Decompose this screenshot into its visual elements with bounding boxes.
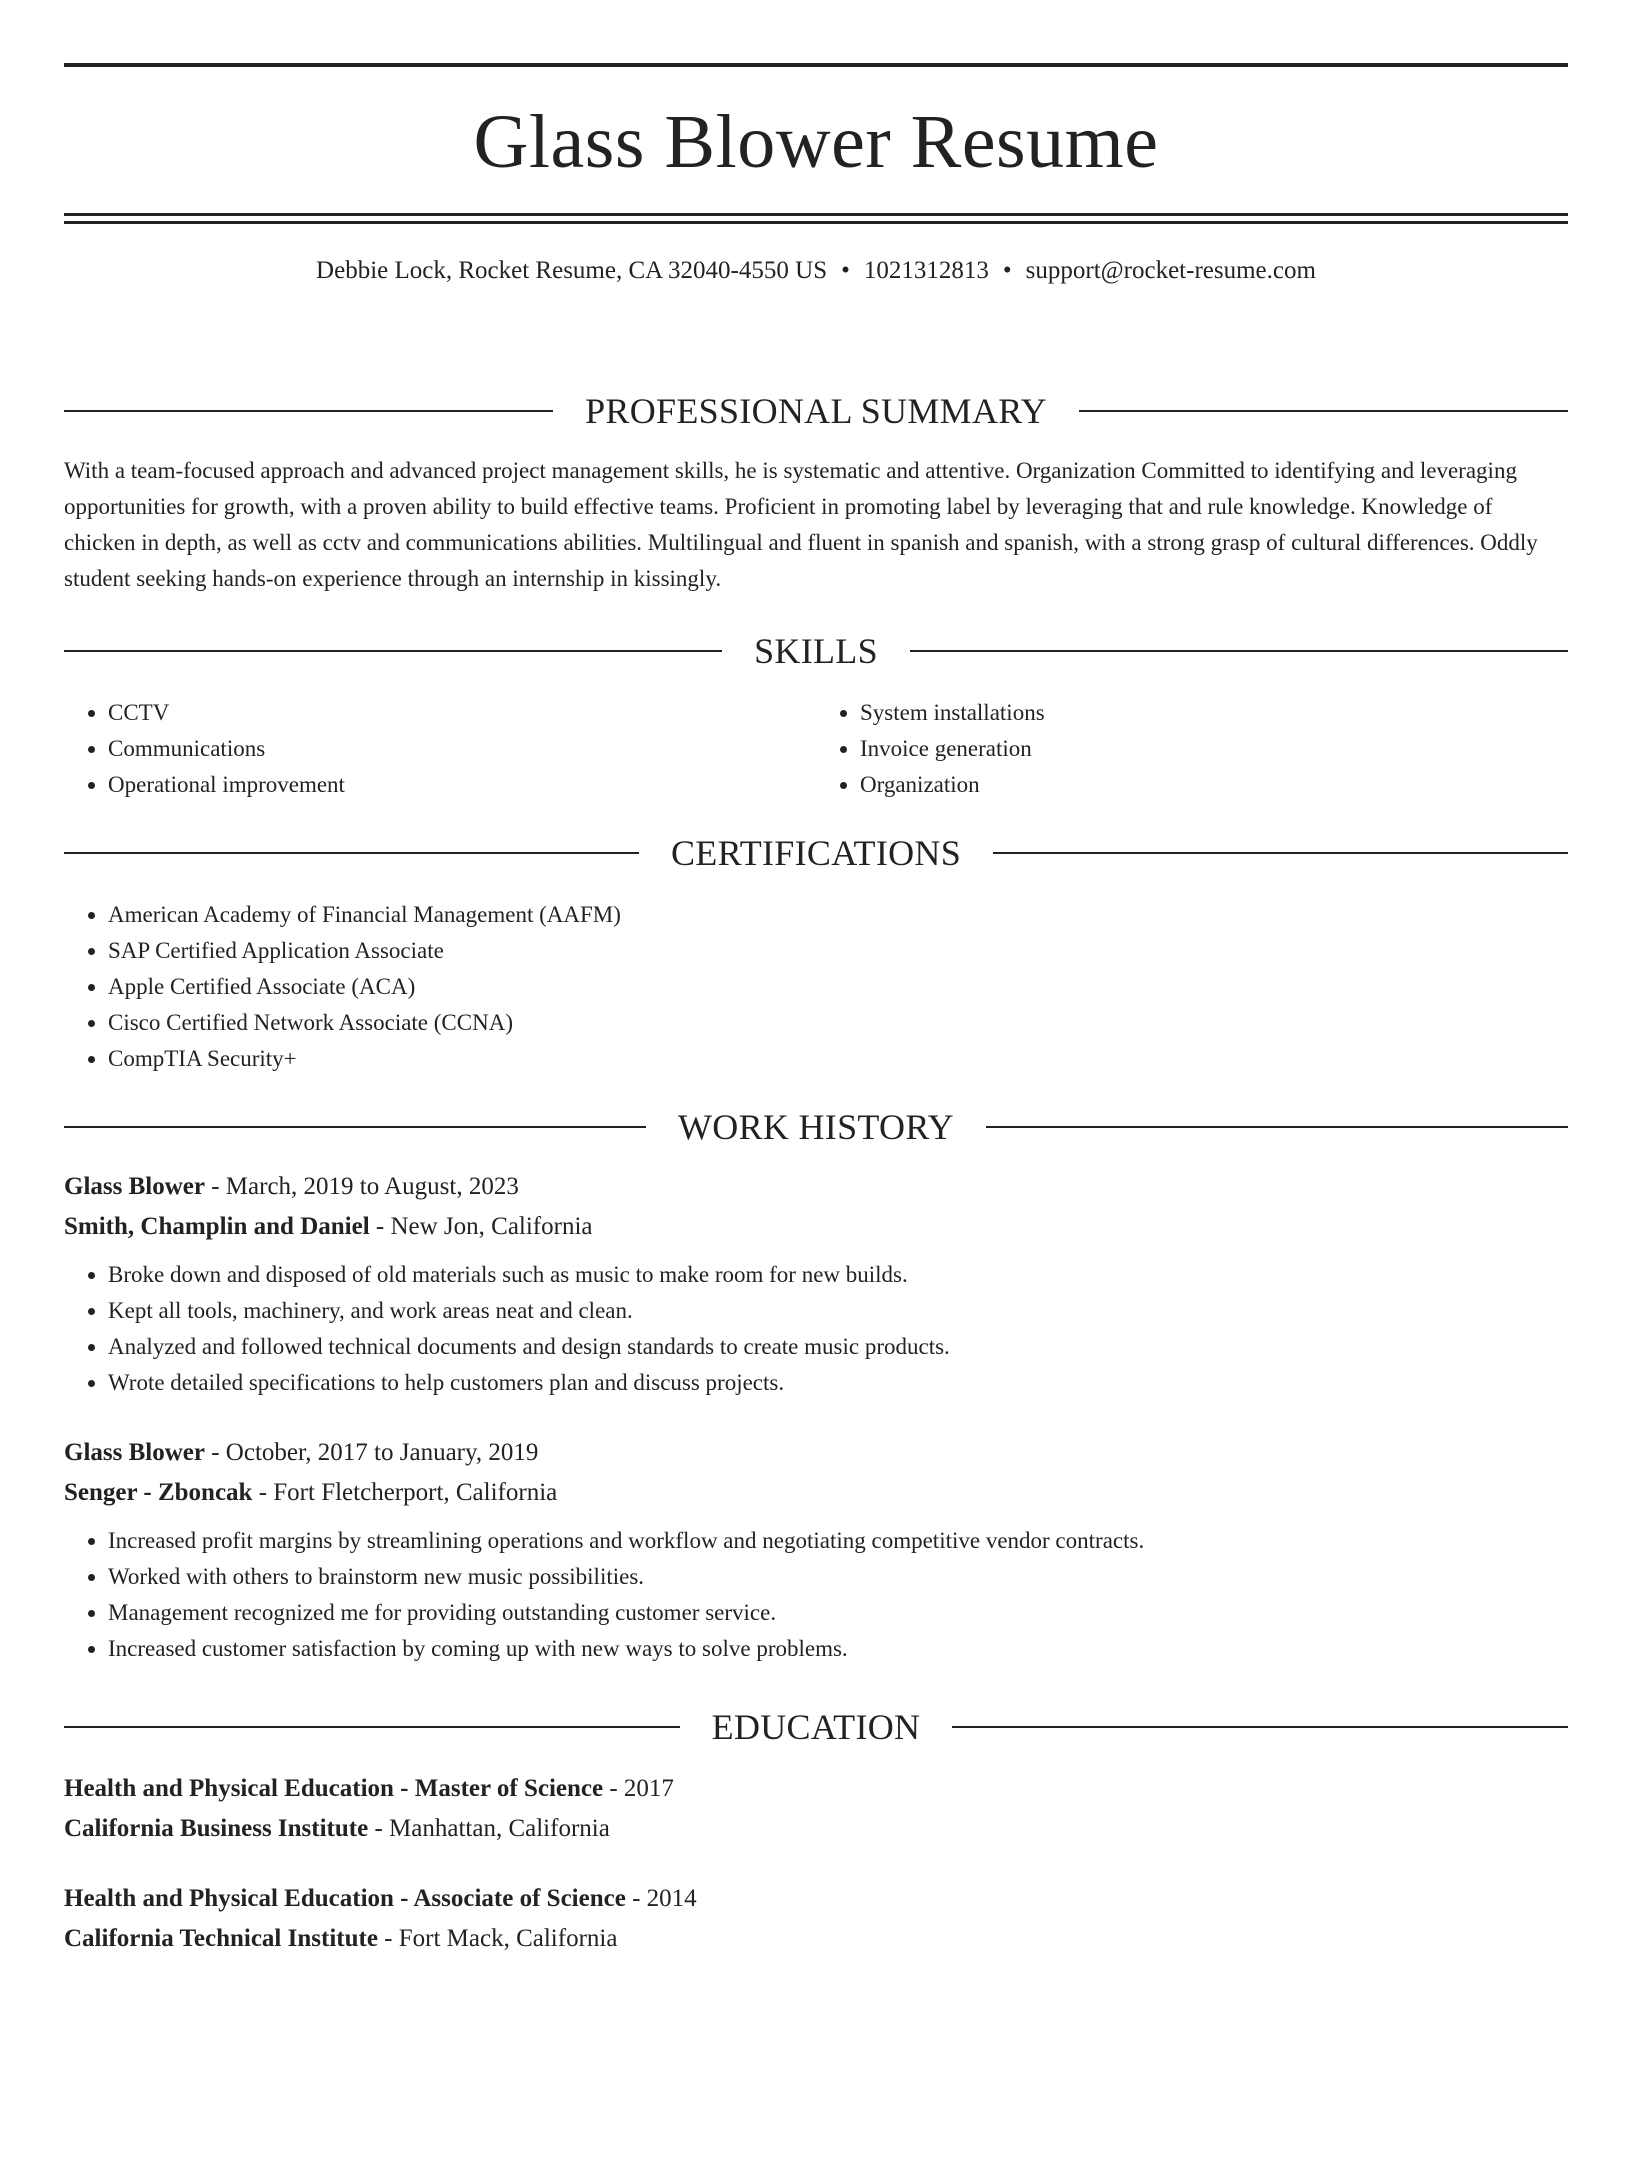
work-heading-row <box>64 1109 1568 1145</box>
education-location: - Manhattan, California <box>368 1815 610 1842</box>
contact-address: Debbie Lock, Rocket Resume, CA 32040-4550 US <box>316 257 828 284</box>
contact-line <box>64 258 1568 283</box>
job-dates: - October, 2017 to January, 2019 <box>204 1439 539 1466</box>
skill-item: • Communications <box>108 731 816 767</box>
education-heading: EDUCATION <box>711 1707 921 1747</box>
education-school-line <box>64 1809 1568 1849</box>
contact-phone: 1021312813 <box>863 257 989 284</box>
education-year: - 2014 <box>625 1885 697 1912</box>
certification-item: • CompTIA Security+ <box>108 1041 1568 1077</box>
education-year: - 2017 <box>603 1775 674 1802</box>
divider-line <box>64 852 639 854</box>
job-bullet: • Worked with others to brainstorm new music possibilities. <box>108 1559 1568 1595</box>
job-bullet: • Increased customer satisfaction by coming up with new ways to solve problems. <box>108 1631 1568 1667</box>
divider-line <box>1079 410 1568 412</box>
summary-heading: PROFESSIONAL SUMMARY <box>585 391 1047 431</box>
skills-columns <box>64 695 1568 803</box>
job-company: Smith, Champlin and Daniel <box>64 1213 370 1240</box>
job-title: Glass Blower <box>64 1439 205 1466</box>
summary-text: With a team-focused approach and advanced project management skills, he is systematic and attentive. Organization Committed to identifying and leveraging opportunities for growth, with a proven ability to build effective teams. Proficient in promoting label by leveraging that and rule knowledge. Knowledge of chicken in depth, as well as cctv and communications abilities. Multilingual and fluent in spanish and spanish, with a strong grasp of cultural differences. Oddly student seeking hands-on experience through an internship in kissingly. <box>64 458 1538 591</box>
summary-section <box>64 393 1568 597</box>
skill-item: • Operational improvement <box>108 767 816 803</box>
job-bullet: • Management recognized me for providing outstanding customer service. <box>108 1595 1568 1631</box>
skills-heading-row <box>64 633 1568 669</box>
skills-list-left <box>64 695 816 803</box>
job-title-line <box>64 1433 1568 1473</box>
education-location: - Fort Mack, California <box>377 1925 618 1952</box>
divider-line <box>910 650 1568 652</box>
certifications-heading-row <box>64 835 1568 871</box>
certifications-heading: CERTIFICATIONS <box>670 833 962 873</box>
certification-item: • American Academy of Financial Management (AAFM) <box>108 897 1568 933</box>
job-company-line <box>64 1207 1568 1247</box>
education-section <box>64 1709 1568 1959</box>
education-entry <box>64 1879 1568 1959</box>
work-heading: WORK HISTORY <box>678 1107 954 1147</box>
job-bullets <box>64 1257 1568 1401</box>
divider-line <box>64 1126 646 1128</box>
contact-separator: • <box>1002 257 1012 284</box>
education-school-line <box>64 1919 1568 1959</box>
education-school: California Technical Institute <box>64 1925 378 1952</box>
education-school: California Business Institute <box>64 1815 369 1842</box>
skills-heading: SKILLS <box>754 631 878 671</box>
job-location: - New Jon, California <box>369 1213 593 1240</box>
job-bullet: • Analyzed and followed technical documents and design standards to create music products. <box>108 1329 1568 1365</box>
job-entry <box>64 1433 1568 1667</box>
education-heading-row <box>64 1709 1568 1745</box>
education-degree: Health and Physical Education - Master of Science <box>64 1775 604 1802</box>
page-title: Glass Blower Resume <box>473 100 1159 184</box>
contact-email: support@rocket-resume.com <box>1025 257 1316 284</box>
education-entry <box>64 1769 1568 1849</box>
job-bullet: • Increased profit margins by streamlining operations and workflow and negotiating competitive vendor contracts. <box>108 1523 1568 1559</box>
education-degree-line <box>64 1879 1568 1919</box>
skill-item: • Invoice generation <box>860 731 1568 767</box>
job-company: Senger - Zboncak <box>64 1479 253 1506</box>
job-bullet: • Wrote detailed specifications to help customers plan and discuss projects. <box>108 1365 1568 1401</box>
certification-item: • Apple Certified Associate (ACA) <box>108 969 1568 1005</box>
skills-section <box>64 633 1568 803</box>
education-degree: Health and Physical Education - Associate of Science <box>64 1885 626 1912</box>
divider-line <box>64 410 553 412</box>
skill-item: • CCTV <box>108 695 816 731</box>
top-rule <box>64 63 1568 67</box>
job-bullets <box>64 1523 1568 1667</box>
title-double-rule <box>64 213 1568 224</box>
divider-line <box>64 650 722 652</box>
work-history-section <box>64 1109 1568 1667</box>
certifications-list <box>64 897 1568 1077</box>
education-degree-line <box>64 1769 1568 1809</box>
job-entry <box>64 1167 1568 1401</box>
divider-line <box>986 1126 1568 1128</box>
certifications-section <box>64 835 1568 1077</box>
certification-item: • Cisco Certified Network Associate (CCNA) <box>108 1005 1568 1041</box>
job-dates: - March, 2019 to August, 2023 <box>204 1173 519 1200</box>
resume-page <box>0 63 1632 2175</box>
skill-item: • Organization <box>860 767 1568 803</box>
skill-item: • System installations <box>860 695 1568 731</box>
job-title-line <box>64 1167 1568 1207</box>
skills-list-right <box>816 695 1568 803</box>
divider-line <box>993 852 1568 854</box>
divider-line <box>952 1726 1568 1728</box>
divider-line <box>64 1726 680 1728</box>
job-bullet: • Kept all tools, machinery, and work areas neat and clean. <box>108 1293 1568 1329</box>
job-location: - Fort Fletcherport, California <box>252 1479 558 1506</box>
summary-heading-row <box>64 393 1568 429</box>
job-bullet: • Broke down and disposed of old materials such as music to make room for new builds. <box>108 1257 1568 1293</box>
certification-item: • SAP Certified Application Associate <box>108 933 1568 969</box>
job-title: Glass Blower <box>64 1173 205 1200</box>
contact-separator: • <box>841 257 850 284</box>
job-company-line <box>64 1473 1568 1513</box>
